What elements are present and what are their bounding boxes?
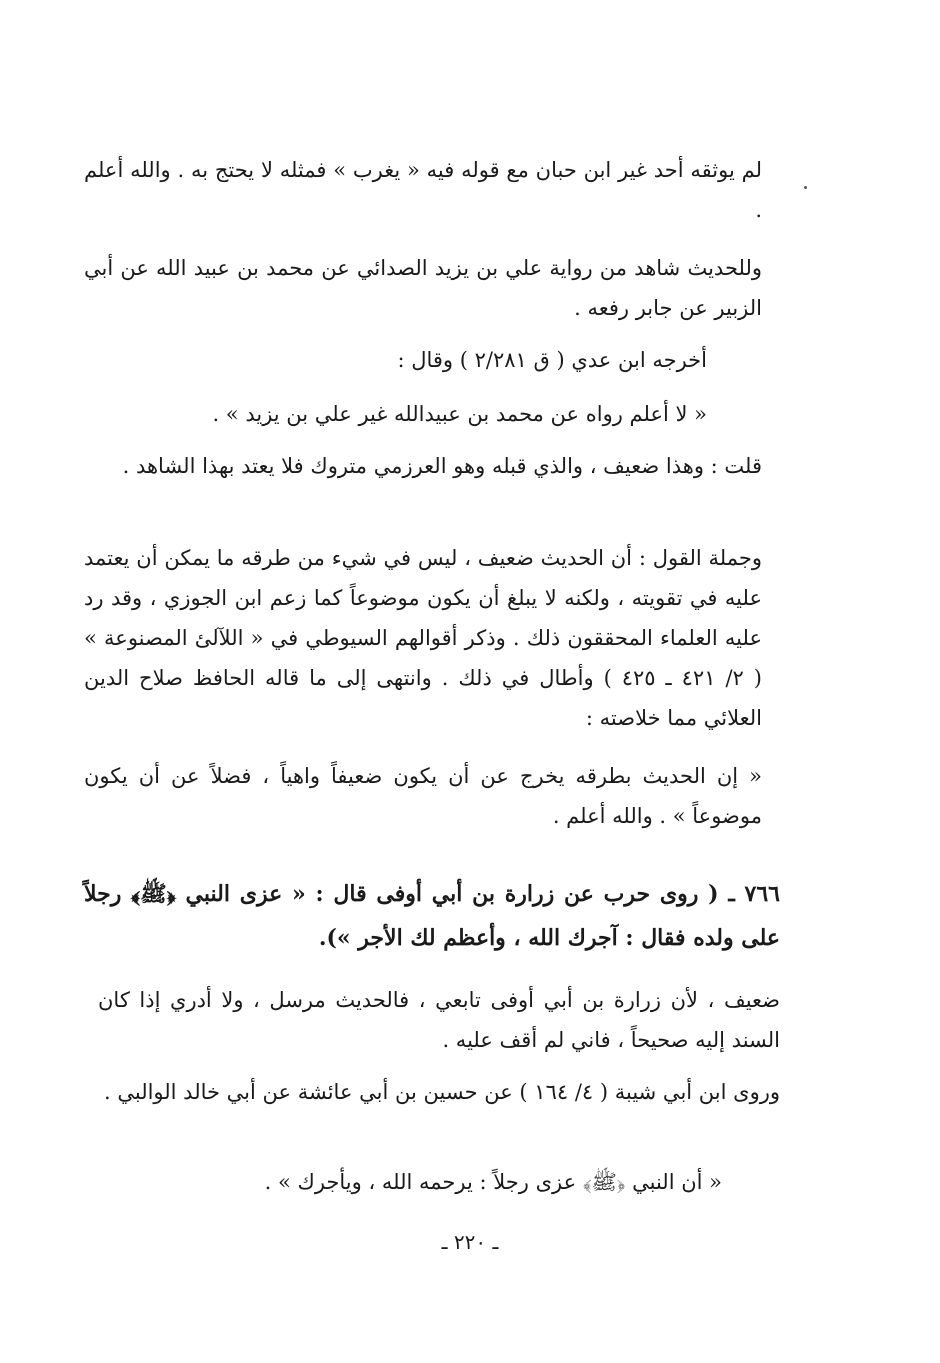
paragraph-2: وللحديث شاهد من رواية علي بن يزيد الصدائي عن محمد بن عبيد الله عن أبي الزبير عن جابر رفعه . (84, 256, 762, 320)
paragraph-3: أخرجه ابن عدي ( ق ٢/٢٨١ ) وقال : (397, 348, 707, 372)
paragraph-4: « لا أعلم رواه عن محمد بن عبيدالله غير علي بن يزيد » . (212, 402, 707, 426)
paragraph-source: وروى ابن أبي شيبة ( ٤/ ١٦٤ ) عن حسين بن أبي عائشة عن أبي خالد الوالبي . (104, 1080, 780, 1104)
paragraph-quote: « أن النبي ﴿ﷺ﴾ عزى رجلاً : يرحمه الله ، ويأجرك » . (264, 1170, 722, 1194)
scan-speck (804, 186, 807, 189)
paragraph-grading: ضعيف ، لأن زرارة بن أبي أوفى تابعي ، فالحديث مرسل ، ولا أدري إذا كان السند إليه صحيحاً ، فاني لم أقف عليه . (98, 988, 780, 1052)
paragraph-7: « إن الحديث بطرقه يخرج عن أن يكون ضعيفاً واهياً ، فضلاً عن أن يكون موضوعاً » . والله أعلم . (84, 764, 762, 828)
paragraph-1: لم يوثقه أحد غير ابن حبان مع قوله فيه « يغرب » فمثله لا يحتج به . والله أعلم . (84, 158, 762, 222)
paragraph-6: وجملة القول : أن الحديث ضعيف ، ليس في شيء من طرقه ما يمكن أن يعتمد عليه في تقويته ، ولكنه لا يبلغ أن يكون موضوعاً كما زعم ابن الجوزي ، وقد رد عليه العلماء المحققون ذلك . وذكر أقوالهم السيوطي في « اللآلئ المصنوعة » ( ٢/ ٤٢١ ـ ٤٢٥ ) وأطال في ذلك . وانتهى إلى ما قاله الحافظ صلاح الدين العلائي مما خلاصته : (84, 546, 762, 730)
page-number: ـ ٢٢٠ ـ (441, 1230, 499, 1254)
paragraph-5: قلت : وهذا ضعيف ، والذي قبله وهو العرزمي متروك فلا يعتد بهذا الشاهد . (122, 454, 762, 478)
hadith-766: ٧٦٦ ـ ( روى حرب عن زرارة بن أبي أوفى قال : « عزى النبي ﴿ﷺ﴾ رجلاً على ولده فقال : آجرك الله ، وأعظم لك الأجر »). (84, 881, 780, 951)
